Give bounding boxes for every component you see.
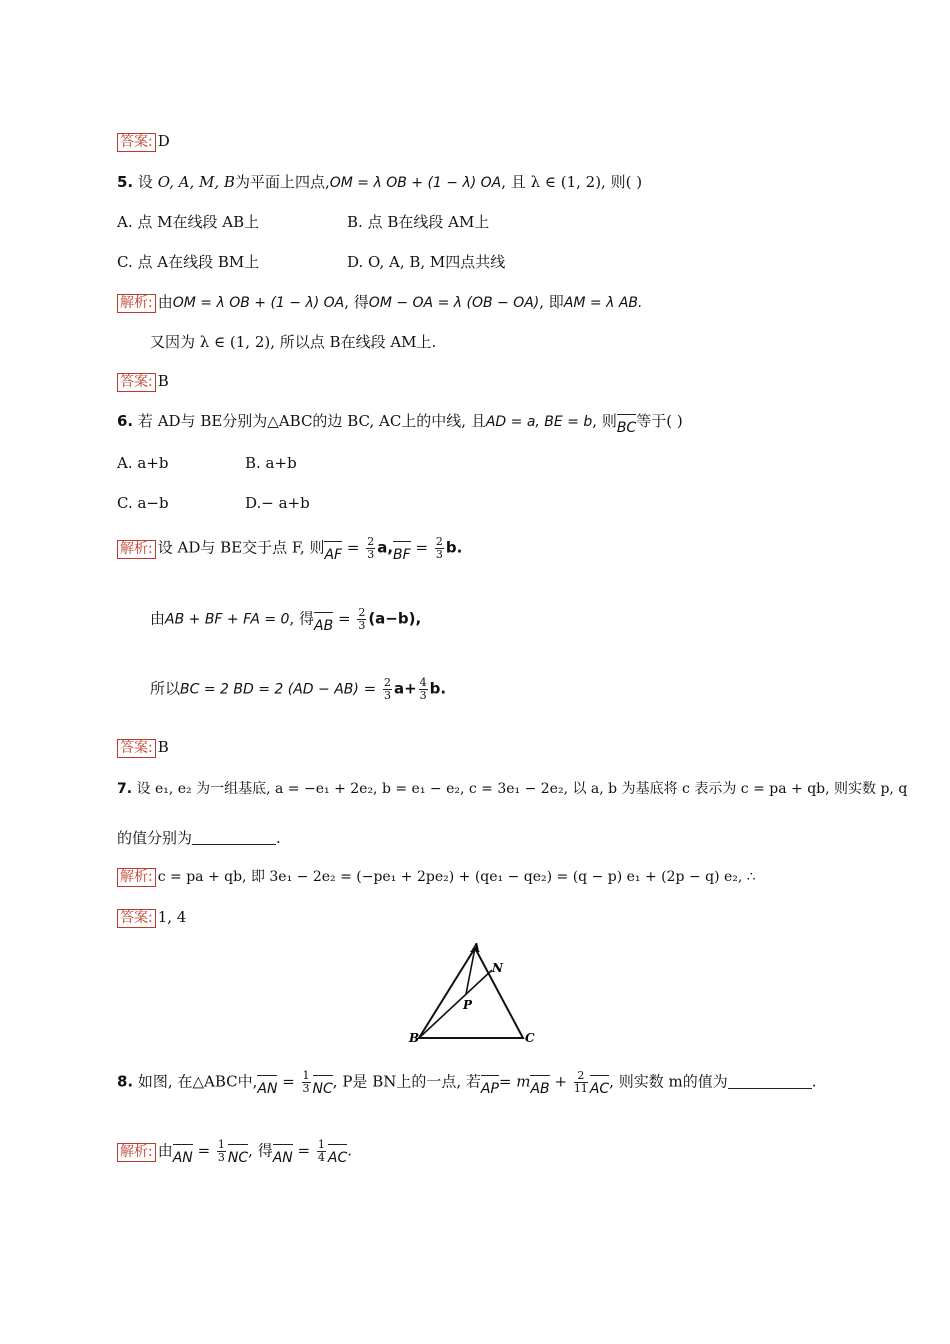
q5-options-row1	[117, 212, 717, 232]
q8-vector-ac: AC	[590, 1073, 609, 1099]
q6-analysis3-text-a: 所以	[150, 679, 181, 698]
label-n: N	[492, 961, 503, 975]
q8-vector-an: AN	[257, 1073, 277, 1099]
q8-analysis-text-a: 由	[157, 1141, 173, 1160]
label-c: C	[525, 1031, 535, 1045]
q8-plus: +	[554, 1072, 568, 1091]
q6-analysis-line1: 解析: 设 AD与 BE交于点 F, 则AF = $\frac{2}{3}$ a,BF = $\frac{2}{3}$ b.	[117, 536, 462, 565]
q6-options-row2	[117, 493, 517, 513]
q8-analysis-frac-1-4: $\frac{1}{4}$	[317, 1138, 325, 1164]
q6-symbol-b: b.	[445, 538, 463, 557]
q6-frac-2-3-c: $\frac{2}{3}$	[358, 606, 366, 632]
q5-points: O, A, M, B	[157, 173, 235, 191]
analysis-label: 解析:	[117, 868, 156, 887]
q7-number: 7.	[117, 781, 133, 797]
analysis-label: 解析:	[117, 540, 156, 559]
q7-text-2-end: .	[276, 829, 281, 847]
q8-text-b: , P是 BN上的一点, 若	[332, 1072, 481, 1091]
q5-option-d: D. O, A, B, M四点共线	[347, 253, 506, 271]
q6-analysis2-eq: AB + BF + FA = 0	[165, 611, 290, 628]
q6-analysis-text-a: 设 AD与 BE交于点 F, 则	[157, 538, 325, 557]
q5-stem	[117, 172, 642, 193]
q8-text-a: 如图, 在△ABC中,	[137, 1072, 258, 1091]
q6-vector-bf: BF	[393, 539, 411, 565]
q8-vector-ab: AB	[530, 1073, 549, 1099]
q5-analysis-text-a: 由	[157, 293, 173, 311]
q6-symbol-a: a,	[377, 538, 394, 557]
q8-analysis-vector-nc: NC	[228, 1142, 248, 1168]
q5-text-b: 为平面上四点,	[234, 173, 330, 191]
answer-label: 答案:	[117, 373, 156, 392]
answer-label: 答案:	[117, 739, 156, 758]
q7-text: 设 e₁, e₂ 为一组基底, a = −e₁ + 2e₂, b = e₁ − e₂, c = 3e₁ − 2e₂, 以 a, b 为基底将 c 表示为 c = pa + qb, 则实数 p, q	[136, 781, 908, 797]
q8-text-c: , 则实数 m的值为	[609, 1072, 728, 1091]
q6-analysis-line2: 由AB + BF + FA = 0, 得AB = $\frac{2}{3}$ (a−b),	[150, 606, 422, 634]
q5-option-b: B. 点 B在线段 AM上	[347, 213, 490, 231]
q6-analysis2-text-b: , 得	[289, 609, 315, 628]
q8-number: 8.	[117, 1072, 134, 1091]
q8-analysis-text-b: , 得	[248, 1141, 273, 1160]
q6-text: 若 AD与 BE分别为△ABC的边 BC, AC上的中线, 且	[137, 412, 486, 430]
q6-analysis3-eq: BC = 2 BD = 2 (AD − AB)	[180, 681, 359, 698]
q6-analysis-line3: 所以BC = 2 BD = 2 (AD − AB) = $\frac{2}{3}$ a+ $\frac{4}{3}$ b.	[150, 676, 447, 702]
q6-analysis3-end: b.	[429, 679, 447, 698]
q6-analysis2-text-a: 由	[150, 609, 166, 628]
q6-vector-ab: AB	[314, 610, 333, 636]
analysis-label: 解析:	[117, 1143, 156, 1162]
q7-answer-blank[interactable]	[192, 830, 276, 845]
q6-vector-bc: BC	[617, 412, 636, 438]
q5-text-a: 设	[137, 173, 153, 191]
q7-stem	[117, 779, 907, 799]
q6-frac-2-3-d: $\frac{2}{3}$	[383, 676, 391, 702]
q5-analysis-eq3: AM = λ AB.	[563, 295, 643, 311]
q8-analysis-vector-ac: AC	[328, 1142, 347, 1168]
q6-option-a: A. a+b	[117, 454, 169, 472]
q8-stem: 8. 如图, 在△ABC中,AN = $\frac{1}{3}$ NC, P是 BN上的一点, 若AP= mAB + $\frac{2}{11}$ AC, 则实数 m的值为 .	[117, 1069, 817, 1097]
label-b: B	[409, 1031, 420, 1045]
q7-answer: 1, 4	[157, 908, 187, 926]
q7-answer-line	[117, 907, 186, 928]
q8-analysis-frac-1-3: $\frac{1}{3}$	[217, 1138, 225, 1164]
q8-analysis-end: .	[347, 1141, 353, 1160]
q6-text-c: 等于( )	[636, 412, 683, 430]
q5-option-c: C. 点 A在线段 BM上	[117, 253, 260, 271]
q5-equation: OM = λ OB + (1 − λ) OA	[329, 175, 502, 191]
q6-options-row1	[117, 453, 517, 473]
label-p: P	[463, 998, 473, 1012]
q8-analysis-vector-an: AN	[173, 1142, 193, 1168]
q7-stem-line2	[117, 828, 281, 848]
q6-frac-2-3-a: $\frac{2}{3}$	[367, 535, 375, 561]
q8-frac-1-3: $\frac{1}{3}$	[302, 1069, 310, 1095]
answer-label: 答案:	[117, 909, 156, 928]
q7-analysis-line	[117, 867, 756, 887]
q5-analysis-line1	[117, 292, 642, 313]
q5-answer: B	[157, 372, 169, 390]
q4-answer: D	[157, 132, 170, 150]
q6-text-b: , 则	[592, 412, 617, 430]
analysis-label: 解析:	[117, 294, 156, 313]
q6-analysis3-mid: a+	[393, 679, 417, 698]
q7-analysis-text: c = pa + qb, 即 3e₁ − 2e₂ = (−pe₁ + 2pe₂) + (qe₁ − qe₂) = (q − p) e₁ + (2p − q) e₂, ∴	[157, 869, 756, 885]
q5-text-c: , 且 λ ∈ (1, 2), 则( )	[501, 173, 643, 191]
q5-analysis-eq1: OM = λ OB + (1 − λ) OA	[172, 295, 345, 311]
answer-label: 答案:	[117, 133, 156, 152]
q5-options-row2	[117, 252, 717, 272]
q6-vector-af: AF	[324, 539, 342, 565]
q5-option-a: A. 点 M在线段 AB上	[117, 213, 260, 231]
q6-number: 6.	[117, 412, 134, 430]
q8-answer-blank[interactable]	[728, 1074, 812, 1089]
q6-option-c: C. a−b	[117, 494, 169, 512]
q8-eq-mid: = m	[498, 1072, 531, 1091]
q8-vector-nc: NC	[313, 1073, 333, 1099]
q8-analysis-line: 解析: 由AN = $\frac{1}{3}$ NC, 得AN = $\frac{1}{4}$ AC.	[117, 1139, 352, 1168]
q5-number: 5.	[117, 173, 134, 191]
triangle-figure	[405, 938, 545, 1048]
label-a: A	[471, 941, 481, 955]
q6-frac-4-3: $\frac{4}{3}$	[419, 676, 427, 702]
q4-answer-line	[117, 131, 170, 152]
q6-analysis2-text-c: (a−b),	[368, 609, 422, 628]
q8-frac-2-11: $\frac{2}{11}$	[573, 1069, 588, 1095]
q6-answer: B	[157, 738, 169, 756]
q6-option-b: B. a+b	[245, 454, 297, 472]
q8-vector-ap: AP	[481, 1073, 499, 1099]
q6-equation: AD = a, BE = b	[485, 414, 593, 430]
q5-analysis-text-b: , 得	[344, 293, 369, 311]
q6-option-d: D.− a+b	[245, 494, 310, 512]
q5-analysis-text-c: , 即	[539, 293, 564, 311]
q5-answer-line	[117, 371, 169, 392]
q5-analysis-eq2: OM − OA = λ (OB − OA)	[368, 295, 540, 311]
q6-answer-line	[117, 737, 169, 758]
q6-frac-2-3-b: $\frac{2}{3}$	[435, 535, 443, 561]
q8-analysis-vector-an-2: AN	[273, 1142, 293, 1168]
q8-text-end: .	[811, 1072, 817, 1091]
q6-stem	[117, 411, 683, 438]
q5-analysis-line2: 又因为 λ ∈ (1, 2), 所以点 B在线段 AM上.	[150, 333, 437, 351]
q7-text-2: 的值分别为	[117, 829, 193, 847]
